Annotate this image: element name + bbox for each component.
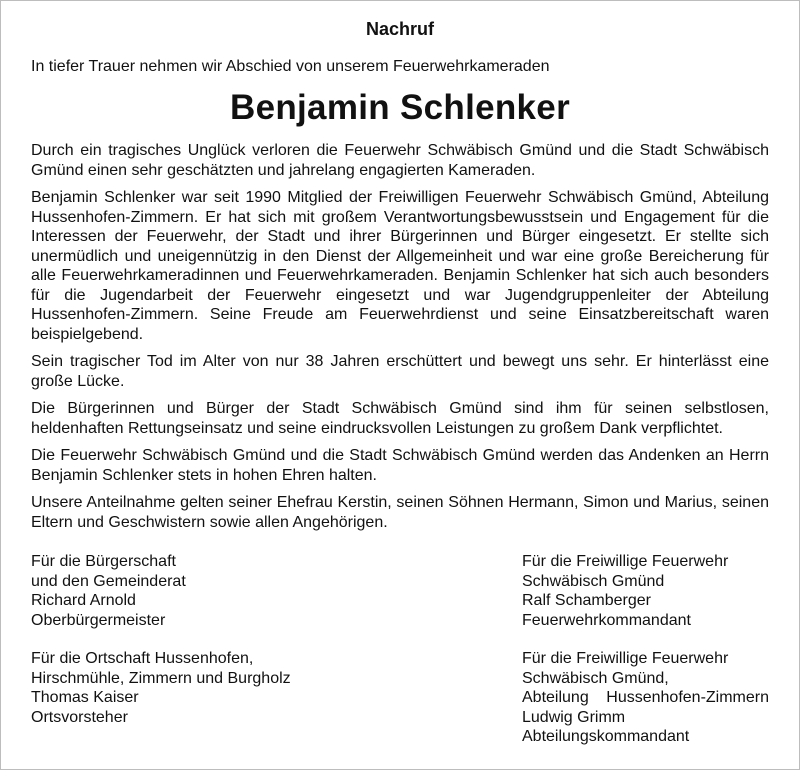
signature-line: Für die Freiwillige Feuerwehr bbox=[522, 553, 729, 570]
signatory-title: Feuerwehrkommandant bbox=[522, 611, 691, 629]
signatory-title: Oberbürgermeister bbox=[31, 611, 166, 629]
signature-column-left bbox=[31, 552, 291, 766]
signature-line: und den Gemeinderat bbox=[31, 572, 186, 590]
notice-heading: Nachruf bbox=[365, 19, 434, 39]
paragraph: Durch ein tragisches Unglück verloren die Feuerwehr Schwäbisch Gmünd und die Stadt Schwäbisch Gmünd einen sehr geschätzten und jahrelang engagierten Kameraden. bbox=[31, 142, 769, 179]
signature-line: Hirschmühle, Zimmern und Burgholz bbox=[31, 669, 291, 687]
signatory-title: Abteilungskommandant bbox=[522, 728, 690, 745]
signature-line: Abteilung Hussenhofen-Zimmern bbox=[522, 689, 769, 706]
signature-column-right bbox=[522, 552, 769, 766]
signature-line: Schwäbisch Gmünd, bbox=[522, 669, 669, 687]
signature-line: Schwäbisch Gmünd bbox=[522, 572, 665, 590]
obituary-body bbox=[31, 141, 769, 532]
signatory-title: Ortsvorsteher bbox=[31, 708, 128, 726]
paragraph: Unsere Anteilnahme gelten seiner Ehefrau Kerstin, seinen Söhnen Hermann, Simon und Marius, seinen Eltern und Geschwistern sowie allen Angehörigen. bbox=[31, 494, 769, 531]
signature-block-district bbox=[31, 649, 291, 727]
signature-line: Für die Freiwillige Feuerwehr bbox=[522, 650, 729, 667]
signatory-name: Richard Arnold bbox=[31, 592, 136, 609]
paragraph: Die Bürgerinnen und Bürger der Stadt Schwäbisch Gmünd sind ihm für seinen selbstlosen, heldenhaften Rettungseinsatz und seine eindrucksvollen Leistungen zu großem Dank verpflichtet. bbox=[31, 400, 769, 437]
signatory-name: Ludwig Grimm bbox=[522, 708, 626, 726]
signature-line: Für die Bürgerschaft bbox=[31, 553, 176, 570]
signature-block-fire-brigade bbox=[522, 552, 769, 630]
intro-line: In tiefer Trauer nehmen wir Abschied von unserem Feuerwehrkameraden bbox=[31, 58, 550, 75]
paragraph: Benjamin Schlenker war seit 1990 Mitglied der Freiwilligen Feuerwehr Schwäbisch Gmünd, Abteilung Hussenhofen-Zimmern. Er hat sich mit großem Verantwortungsbewusstsein und Engagement für die Interessen der Feuerwehr, der Stadt und ihrer Bürgerinnen und Bürger eingesetzt. Er stellte sich unermüdlich und uneigennützig in den Dienst der Allgemeinheit und war eine große Bereicherung für alle Feuerwehrkameradinnen und Feuerwehrkameraden. Benjamin Schlenker hat sich auch besonders für die Jugendarbeit der Feuerwehr eingesetzt und war Jugendgruppenleiter der Abteilung Hussenhofen-Zimmern. Seine Freude am Feuerwehrdienst und seine Einsatzbereitschaft waren beispielgebend. bbox=[31, 189, 769, 343]
deceased-name: Benjamin Schlenker bbox=[230, 88, 570, 127]
signature-block-department bbox=[522, 649, 769, 747]
paragraph: Die Feuerwehr Schwäbisch Gmünd und die Stadt Schwäbisch Gmünd werden das Andenken an Herrn Benjamin Schlenker stets in hohen Ehren halten. bbox=[31, 447, 769, 484]
signatory-name: Ralf Schamberger bbox=[522, 592, 651, 609]
signature-line: Für die Ortschaft Hussenhofen, bbox=[31, 650, 254, 667]
signatory-name: Thomas Kaiser bbox=[31, 689, 139, 706]
paragraph: Sein tragischer Tod im Alter von nur 38 Jahren erschüttert und bewegt uns sehr. Er hinterlässt eine große Lücke. bbox=[31, 353, 769, 390]
signature-block-mayor bbox=[31, 552, 291, 630]
signatures bbox=[31, 552, 769, 766]
